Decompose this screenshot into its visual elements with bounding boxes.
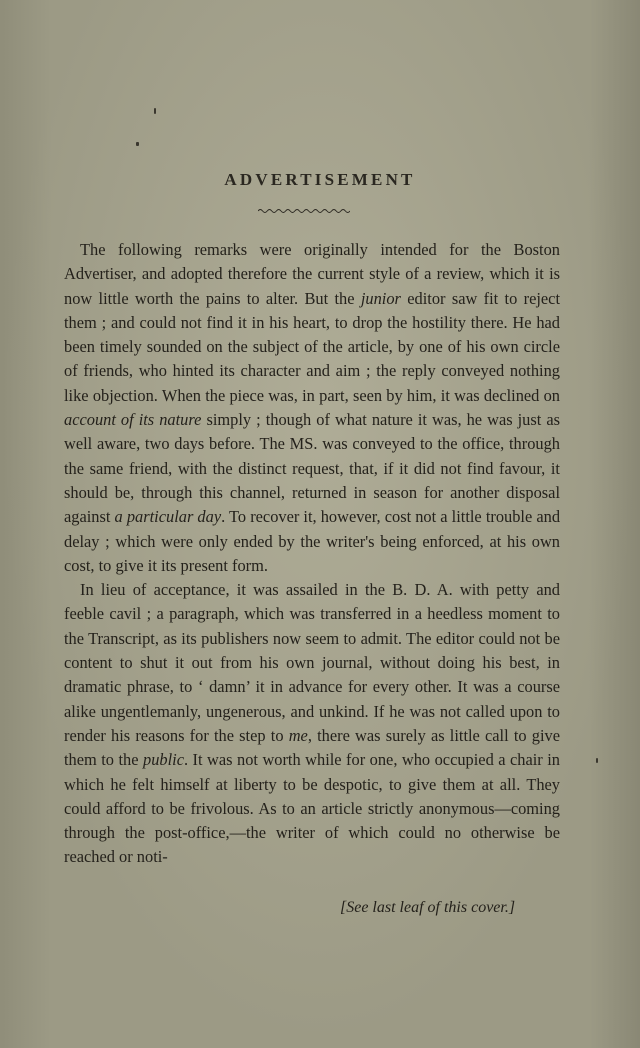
text-run: editor saw fit to reject them ; and could not find it in his heart, to drop the hostility there. He had been timely sounded on the subject of the article, by one of his own circle of friends, who hinted its character and aim ; the reply conveyed nothing like objection. When the piece was, in part, seen by him, it was declined on: [64, 288, 561, 405]
text-run: In lieu of acceptance, it was assailed in the B. D. A. with petty and feeble cavil ; a paragraph, which was transferred in a heedless moment to the Transcript, as its publishers now seem to admit. The editor could not be content to shut it out from his own journal, without doing his best, in dramatic phrase, to ‘ damn’ it in advance for every other. It was a course alike ungentlemanly, ungenerous, and unkind. If he was not called upon to render his reasons for the step to: [64, 580, 560, 745]
text-run: . To recover it, however, cost not a little trouble and delay ; which were only ended by the writer's being enforced, at his own cost, to give it its present form.: [64, 507, 561, 575]
emphasis: junior: [360, 288, 401, 308]
text-run: . It was not worth while for one, who occupied a chair in which he felt himself at liberty to be despotic, to give them at all. They could afford to be frivolous. As to an article strictly anonymous—coming through the post-office,—the writer of which could no otherwise be reached or noti-: [64, 750, 560, 867]
page-title: ADVERTISEMENT: [224, 170, 416, 189]
decorative-wavy-rule: [258, 208, 350, 214]
emphasis: account of its nature: [64, 410, 202, 430]
emphasis: me: [288, 725, 308, 745]
footer-note: [See last leaf of this cover.]: [340, 899, 516, 916]
emphasis: a particular day: [114, 507, 222, 527]
emphasis: public: [143, 750, 184, 770]
text-run: simply ; though of what nature it was, he was just as well aware, two days before. The MS. was conveyed to the office, through the same friend, with the distinct request, that, if it did not find favour, it should be, through this channel, returned in season for another disposal against: [64, 410, 560, 527]
text-run: , there was surely as little call to give them to the: [64, 725, 560, 770]
ink-speck: [596, 758, 598, 763]
ink-speck: [136, 142, 139, 146]
paragraph-1: [64, 238, 560, 578]
ink-speck: [154, 108, 156, 114]
text-run: The following remarks were originally intended for the Boston Advertiser, and adopted therefore the current style of a review, which it is now little worth the pains to alter. But the: [64, 240, 560, 308]
paragraph-2: [64, 578, 560, 870]
body-text: [64, 238, 560, 870]
